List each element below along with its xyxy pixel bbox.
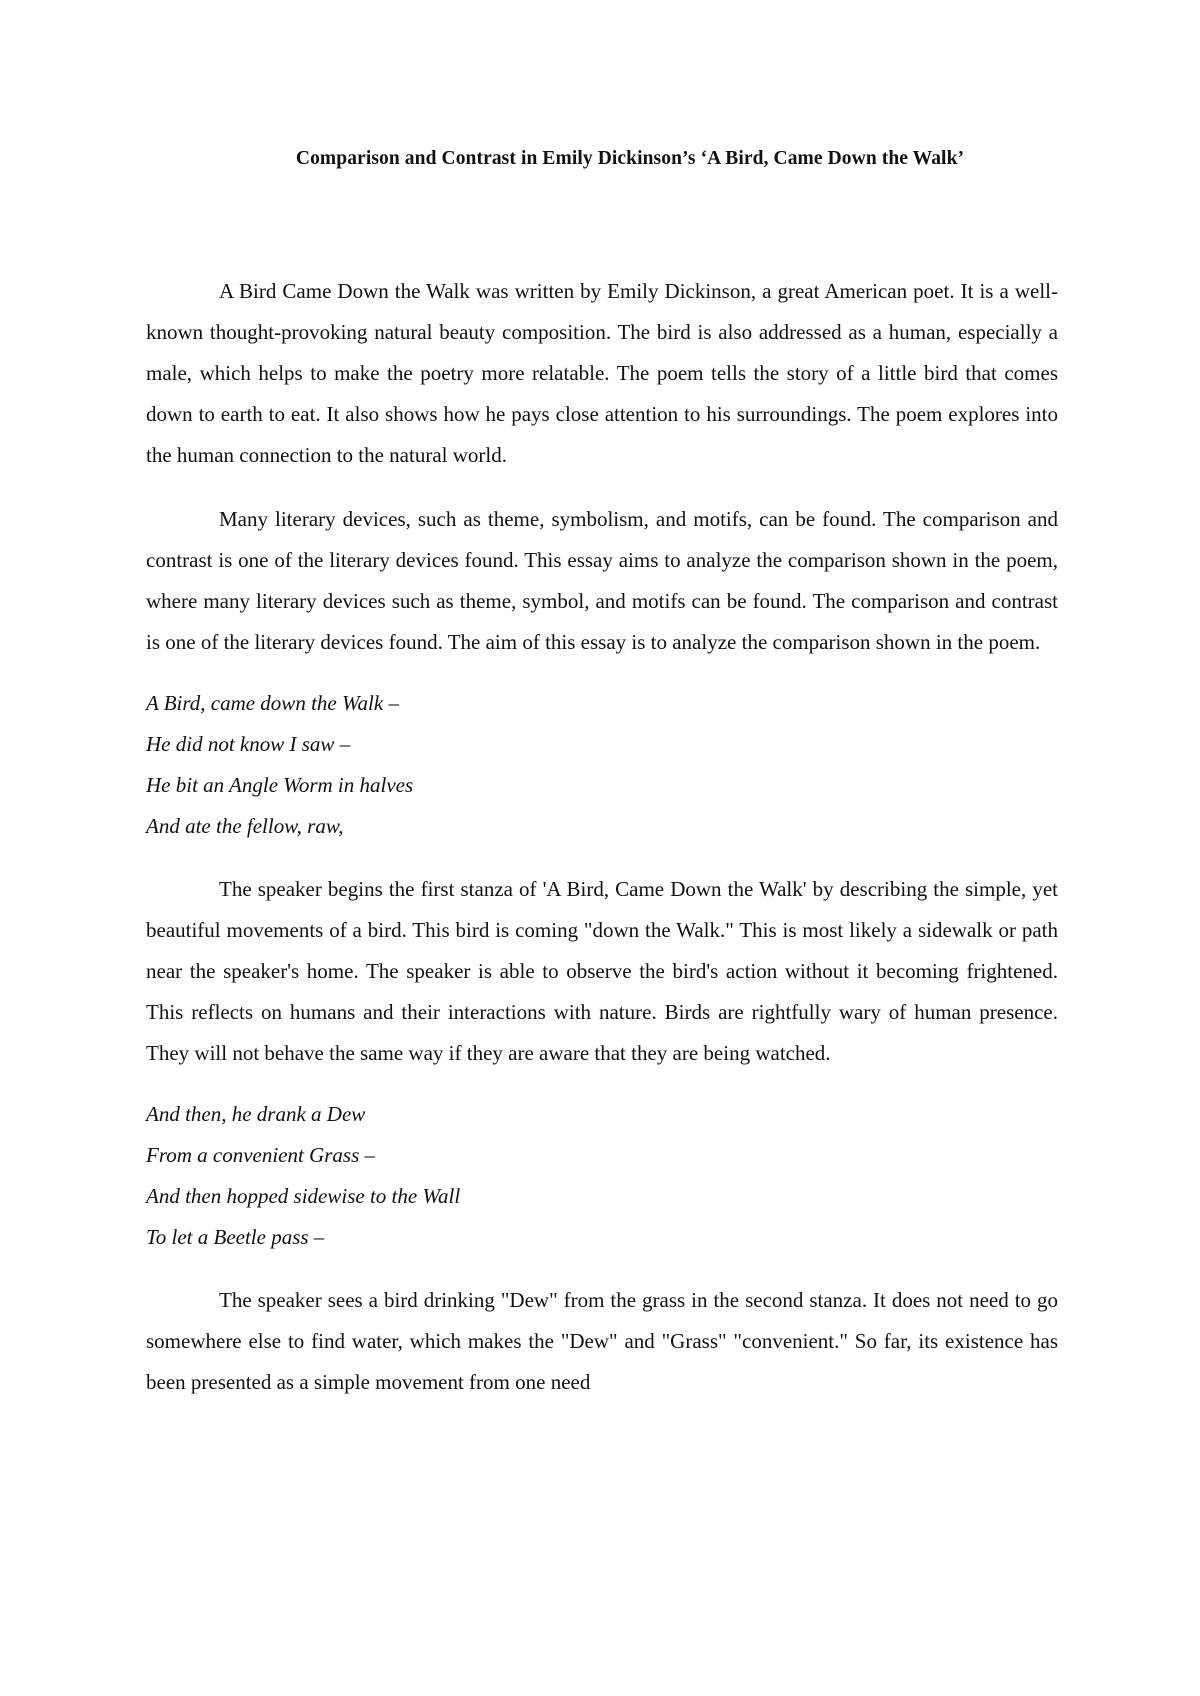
poem-stanza-2 xyxy=(146,1094,1058,1258)
stanza-line: From a convenient Grass – xyxy=(146,1143,376,1167)
paragraph-intro: A Bird Came Down the Walk was written by Emily Dickinson, a great American poet. It is a well-known thought-provoking natural beauty composition. The bird is also addressed as a human, especially a male, which helps to make the poetry more relatable. The poem tells the story of a little bird that comes down to earth to eat. It also shows how he pays close attention to his surroundings. The poem explores into the human connection to the natural world. xyxy=(146,279,1058,467)
paragraph-second-stanza-analysis: The speaker sees a bird drinking "Dew" from the grass in the second stanza. It does not need to go somewhere else to find water, which makes the "Dew" and "Grass" "convenient." So far, its existence has been presented as a simple movement from one need xyxy=(146,1288,1058,1394)
poem-stanza-1 xyxy=(146,683,1058,847)
stanza-line: And then, he drank a Dew xyxy=(146,1102,366,1126)
document-body xyxy=(146,271,1058,1403)
stanza-line: He did not know I saw – xyxy=(146,732,351,756)
document-title: Comparison and Contrast in Emily Dickinson’s ‘A Bird, Came Down the Walk’ xyxy=(295,148,965,169)
stanza-line: And ate the fellow, raw, xyxy=(146,814,344,838)
stanza-line: And then hopped sidewise to the Wall xyxy=(146,1184,461,1208)
paragraph-first-stanza-analysis: The speaker begins the first stanza of 'A Bird, Came Down the Walk' by describing the simple, yet beautiful movements of a bird. This bird is coming "down the Walk." This is most likely a sidewalk or path near the speaker's home. The speaker is able to observe the bird's action without it becoming frightened. This reflects on humans and their interactions with nature. Birds are rightfully wary of human presence. They will not behave the same way if they are aware that they are being watched. xyxy=(146,877,1058,1065)
stanza-line: A Bird, came down the Walk – xyxy=(146,691,399,715)
stanza-line: He bit an Angle Worm in halves xyxy=(146,773,414,797)
paragraph-literary-devices: Many literary devices, such as theme, symbolism, and motifs, can be found. The comparison and contrast is one of the literary devices found. This essay aims to analyze the comparison shown in the poem, where many literary devices such as theme, symbol, and motifs can be found. The comparison and contrast is one of the literary devices found. The aim of this essay is to analyze the comparison shown in the poem. xyxy=(146,507,1058,654)
stanza-line: To let a Beetle pass – xyxy=(146,1225,325,1249)
